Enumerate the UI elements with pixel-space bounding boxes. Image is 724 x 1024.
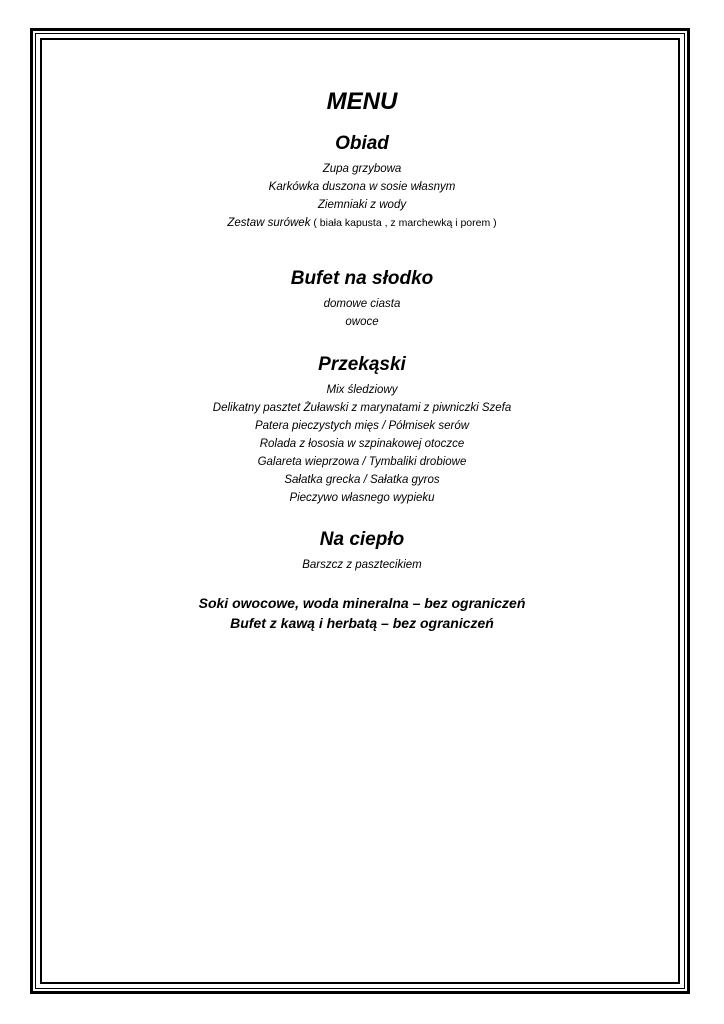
menu-item: Galareta wieprzowa / Tymbaliki drobiowe: [257, 456, 467, 468]
menu-item-note: ( biała kapusta , z marchewką i porem ): [310, 217, 497, 229]
menu-title: MENU: [326, 88, 398, 115]
menu-item: Karkówka duszona w sosie własnym: [268, 181, 456, 193]
menu-item: Rolada z łososia w szpinakowej otoczce: [259, 438, 465, 450]
menu-item: Barszcz z pasztecikiem: [302, 559, 422, 571]
menu-item: Mix śledziowy: [326, 384, 398, 396]
menu-item: domowe ciasta: [323, 298, 401, 310]
menu-item: Ziemniaki z wody: [317, 199, 407, 211]
section-title-na-cieplo: Na ciepło: [319, 529, 405, 550]
section-przekaski: [44, 352, 680, 507]
menu-item-main: Zestaw surówek: [227, 217, 311, 229]
footer-line-coffee: Bufet z kawą i herbatą – bez ograniczeń: [230, 615, 494, 631]
menu-item: Pieczywo własnego wypieku: [289, 492, 435, 504]
menu-item: Zupa grzybowa: [322, 163, 402, 175]
menu-item: owoce: [345, 316, 379, 328]
section-title-bufet-na-slodko: Bufet na słodko: [290, 268, 434, 289]
section-na-cieplo: [44, 527, 680, 574]
section-bufet-na-slodko: [44, 266, 680, 331]
menu-item: Sałatka grecka / Sałatka gyros: [284, 474, 440, 486]
section-title-przekaski: Przekąski: [318, 354, 406, 375]
menu-item: Delikatny pasztet Żuławski z marynatami z piwniczki Szefa: [212, 402, 512, 414]
footer-line-drinks: Soki owocowe, woda mineralna – bez ograniczeń: [198, 595, 526, 611]
menu-footer: [44, 593, 680, 633]
menu-item-with-note: [44, 214, 680, 232]
section-title-obiad: Obiad: [335, 133, 389, 154]
section-obiad: [44, 131, 680, 232]
menu-item: Patera pieczystych mięs / Półmisek serów: [254, 420, 470, 432]
